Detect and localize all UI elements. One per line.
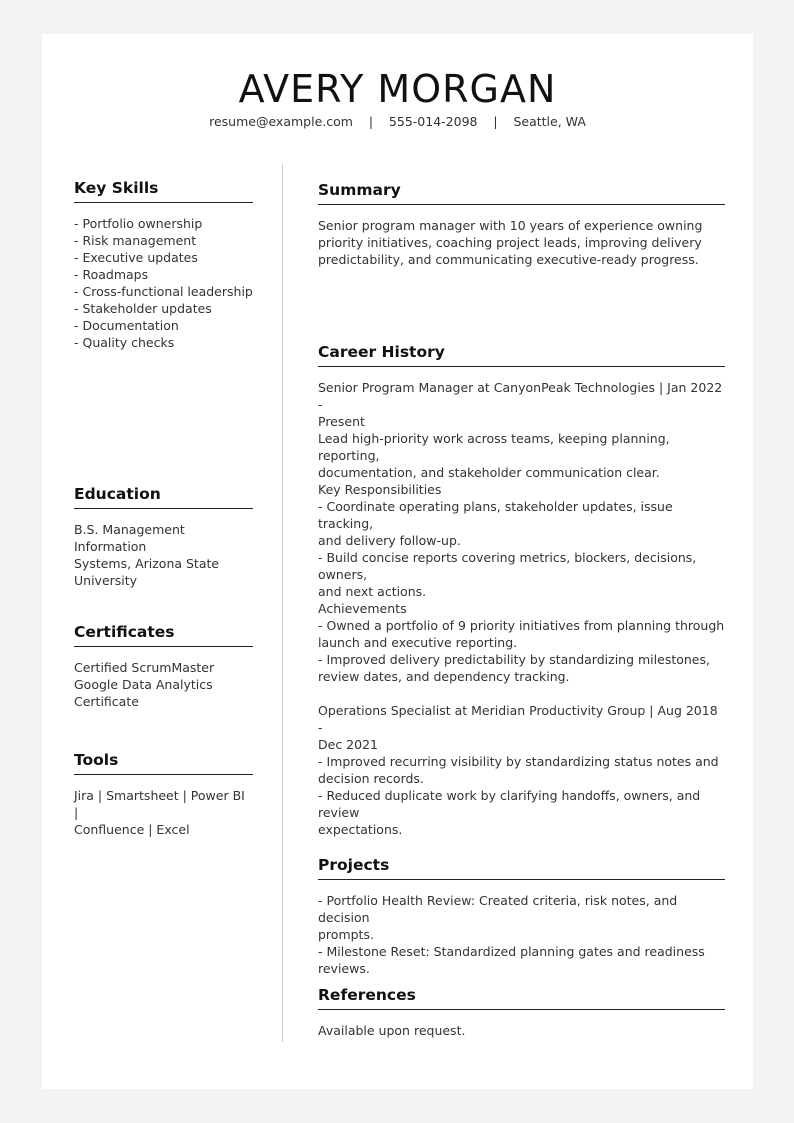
career-heading: Career History — [318, 343, 725, 367]
education-line: Systems, Arizona State — [74, 556, 220, 571]
education-text — [74, 521, 253, 589]
job-line: Lead high-priority work across teams, keeping planning, reporting, — [318, 431, 670, 463]
project-line: - Portfolio Health Review: Created criteria, risk notes, and decision — [318, 893, 678, 925]
certificates-text — [74, 659, 253, 710]
project-line: reviews. — [318, 961, 370, 976]
certificate-line: Certified ScrumMaster — [74, 660, 215, 675]
education-section — [74, 485, 253, 589]
tools-line: Confluence | Excel — [74, 822, 190, 837]
projects-section — [318, 856, 725, 977]
skill-item: - Cross-functional leadership — [74, 284, 253, 299]
projects-text — [318, 892, 725, 977]
job-subheading: Achievements — [318, 601, 407, 616]
certificate-line: Google Data Analytics — [74, 677, 213, 692]
skills-list — [74, 215, 253, 351]
career-job-2 — [318, 702, 725, 838]
references-text — [318, 1022, 725, 1039]
skills-heading: Key Skills — [74, 179, 253, 203]
summary-heading: Summary — [318, 181, 725, 205]
job-line: review dates, and dependency tracking. — [318, 669, 570, 684]
education-line: University — [74, 573, 138, 588]
job-title-line: Operations Specialist at Meridian Productivity Group | Aug 2018 - — [318, 703, 718, 735]
tools-section — [74, 751, 253, 838]
career-job-1 — [318, 379, 725, 685]
candidate-name: AVERY MORGAN — [238, 67, 557, 111]
skill-item: - Stakeholder updates — [74, 301, 212, 316]
references-heading: References — [318, 986, 725, 1010]
skill-item: - Risk management — [74, 233, 197, 248]
career-section — [318, 343, 725, 838]
project-line: - Milestone Reset: Standardized planning gates and readiness — [318, 944, 705, 959]
summary-line: Senior program manager with 10 years of experience owning — [318, 218, 703, 233]
contact-line: resume@example.com | 555-014-2098 | Seattle, WA — [209, 114, 586, 129]
references-section — [318, 986, 725, 1039]
summary-text — [318, 217, 725, 268]
resume-page — [42, 34, 753, 1089]
job-gap — [318, 685, 725, 702]
education-heading: Education — [74, 485, 253, 509]
summary-section — [318, 181, 725, 268]
job-date-line: Dec 2021 — [318, 737, 378, 752]
projects-heading: Projects — [318, 856, 725, 880]
job-line: decision records. — [318, 771, 424, 786]
column-divider — [282, 164, 283, 1042]
tools-line: Jira | Smartsheet | Power BI | — [74, 788, 245, 820]
job-line: - Reduced duplicate work by clarifying handoffs, owners, and review — [318, 788, 701, 820]
project-line: prompts. — [318, 927, 374, 942]
job-date-line: Present — [318, 414, 365, 429]
job-line: launch and executive reporting. — [318, 635, 518, 650]
skills-section — [74, 179, 253, 351]
job-line: - Improved delivery predictability by standardizing milestones, — [318, 652, 710, 667]
tools-text — [74, 787, 253, 838]
job-line: - Owned a portfolio of 9 priority initiatives from planning through — [318, 618, 725, 633]
job-title-line: Senior Program Manager at CanyonPeak Technologies | Jan 2022 - — [318, 380, 723, 412]
job-line: - Coordinate operating plans, stakeholder updates, issue tracking, — [318, 499, 673, 531]
summary-line: priority initiatives, coaching project leads, improving delivery — [318, 235, 702, 250]
job-line: documentation, and stakeholder communication clear. — [318, 465, 660, 480]
job-line: - Improved recurring visibility by standardizing status notes and — [318, 754, 719, 769]
job-line: - Build concise reports covering metrics, blockers, decisions, owners, — [318, 550, 697, 582]
skill-item: - Quality checks — [74, 335, 175, 350]
skill-item: - Documentation — [74, 318, 179, 333]
job-line: and next actions. — [318, 584, 427, 599]
certificate-line: Certificate — [74, 694, 139, 709]
summary-line: predictability, and communicating executive-ready progress. — [318, 252, 699, 267]
certificates-heading: Certificates — [74, 623, 253, 647]
references-line: Available upon request. — [318, 1023, 466, 1038]
job-subheading: Key Responsibilities — [318, 482, 442, 497]
education-line: B.S. Management Information — [74, 522, 185, 554]
skill-item: - Portfolio ownership — [74, 216, 203, 231]
skill-item: - Executive updates — [74, 250, 198, 265]
job-line: expectations. — [318, 822, 403, 837]
job-line: and delivery follow-up. — [318, 533, 461, 548]
tools-heading: Tools — [74, 751, 253, 775]
skill-item: - Roadmaps — [74, 267, 149, 282]
certificates-section — [74, 623, 253, 710]
